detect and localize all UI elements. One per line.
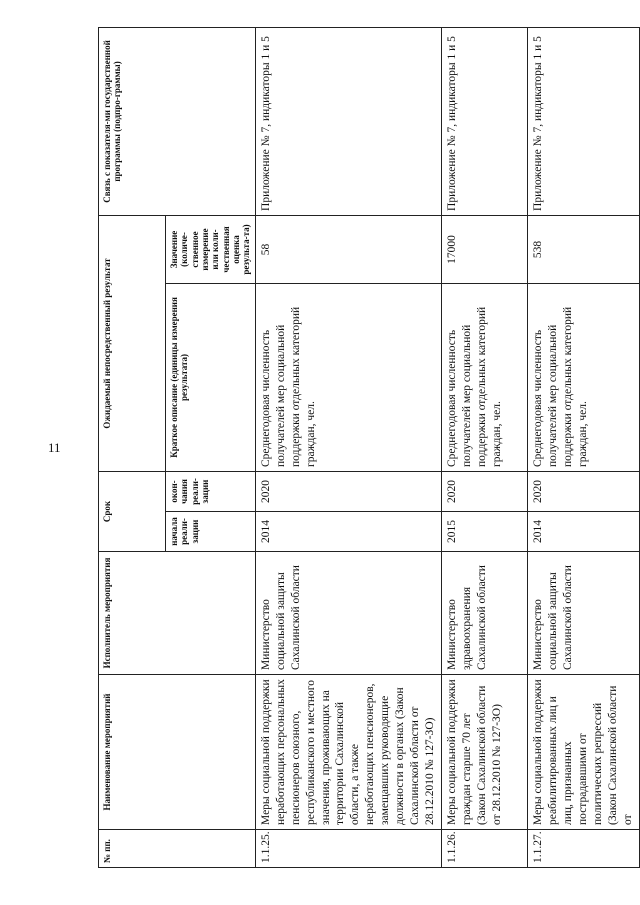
- header-expected-result: Ожидаемый непосредственный результат: [99, 215, 166, 471]
- table-row: [528, 27, 640, 867]
- cell-num: 1.1.27.: [528, 830, 640, 868]
- cell-end: 2020: [528, 471, 640, 511]
- table-row: [442, 27, 528, 867]
- cell-name: Меры социальной поддержки неработающих персональных пенсионеров союзного, республиканского и местного значения, проживающих на территории Сахалинской области, а также неработающих пенсионеров, замещавших руководящие должности в органах (Закон Сахалинской области от 28.12.2010 № 127-ЗО): [255, 675, 441, 830]
- header-name: Наименование мероприятий: [99, 675, 256, 830]
- cell-num: 1.1.26.: [442, 830, 528, 868]
- table-row: [255, 27, 441, 867]
- cell-value: 538: [528, 215, 640, 283]
- cell-link: Приложение № 7, индикаторы 1 и 5: [255, 27, 441, 215]
- header-term: Срок: [99, 471, 166, 551]
- cell-value: 17000: [442, 215, 528, 283]
- cell-desc: Среднегодовая численность получателей мер социальной поддержки отдельных категорий граждан, чел.: [528, 283, 640, 471]
- cell-link: Приложение № 7, индикаторы 1 и 5: [442, 27, 528, 215]
- cell-name: Меры социальной поддержки граждан старше 70 лет (Закон Сахалинской области от 28.12.2010 № 127-ЗО): [442, 675, 528, 830]
- measures-table: [98, 27, 640, 868]
- header-term-start: начала реали-зации: [166, 512, 256, 552]
- header-num: № пп.: [99, 830, 256, 868]
- header-expected-value: Значение (количе-ственное измерение или коли-чественная оценка результа-та): [166, 215, 256, 283]
- cell-desc: Среднегодовая численность получателей мер социальной поддержки отдельных категорий граждан, чел.: [255, 283, 441, 471]
- cell-end: 2020: [442, 471, 528, 511]
- cell-desc: Среднегодовая численность получателей мер социальной поддержки отдельных категорий граждан, чел.: [442, 283, 528, 471]
- cell-executor: Министерство социальной защиты Сахалинской области: [528, 552, 640, 675]
- cell-start: 2014: [255, 512, 441, 552]
- table-header-row: [99, 27, 166, 867]
- cell-num: 1.1.25.: [255, 830, 441, 868]
- cell-link: Приложение № 7, индикаторы 1 и 5: [528, 27, 640, 215]
- cell-end: 2020: [255, 471, 441, 511]
- header-term-end: окон-чания реали-зации: [166, 471, 256, 511]
- rotated-page-content: [98, 28, 638, 868]
- page-number: 11: [48, 440, 61, 455]
- cell-value: 58: [255, 215, 441, 283]
- cell-start: 2015: [442, 512, 528, 552]
- cell-name: Меры социальной поддержки реабилитированных лиц и лиц, признанных пострадавшими от политических репрессий (Закон Сахалинской области от: [528, 675, 640, 830]
- header-expected-desc: Краткое описание (единицы измерения результата): [166, 283, 256, 471]
- cell-executor: Министерство социальной защиты Сахалинской области: [255, 552, 441, 675]
- cell-start: 2014: [528, 512, 640, 552]
- cell-executor: Министерство здравоохранения Сахалинской области: [442, 552, 528, 675]
- header-executor: Исполнитель мероприятия: [99, 552, 256, 675]
- header-link: Связь с показателя-ми государственной программы (подпро-граммы): [99, 27, 256, 215]
